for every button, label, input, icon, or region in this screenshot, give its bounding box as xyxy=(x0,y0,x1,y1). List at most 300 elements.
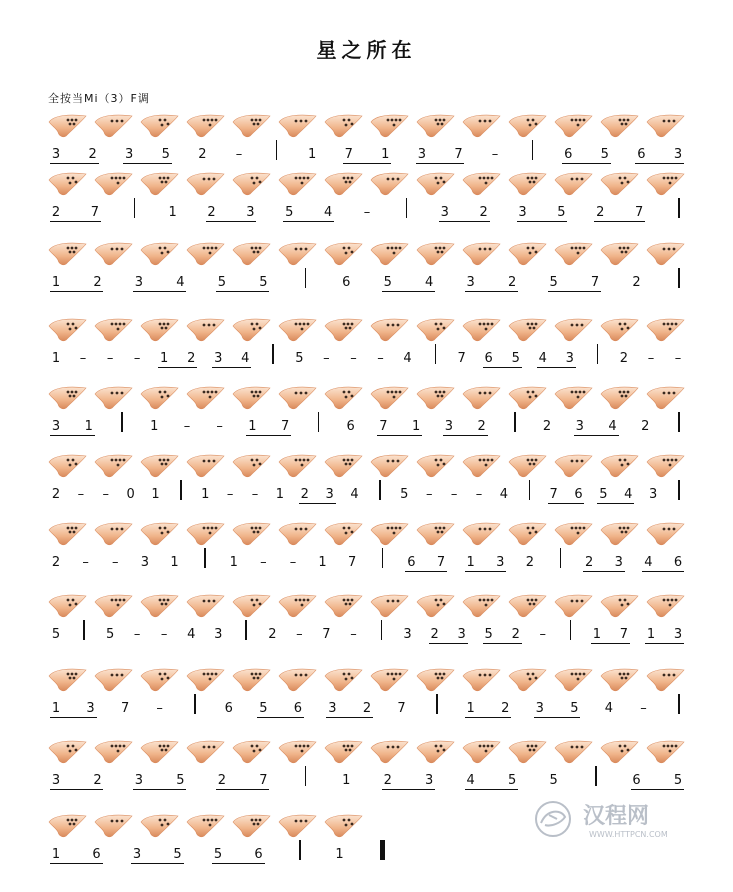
numbered-note: 5 xyxy=(217,275,226,290)
eighth-note-beam xyxy=(382,789,435,790)
ocarina-fingering-icon xyxy=(184,592,226,620)
eighth-note-beam xyxy=(123,163,172,164)
barline xyxy=(299,840,301,860)
numbered-note: 2 xyxy=(511,627,520,642)
ocarina-fingering-icon xyxy=(230,452,272,480)
eighth-note-beam xyxy=(212,367,251,368)
numbered-note: 2 xyxy=(268,627,277,642)
ocarina-fingering-icon xyxy=(322,112,364,140)
eighth-note-beam xyxy=(443,435,488,436)
barline xyxy=(406,198,408,218)
numbered-note: 5 xyxy=(549,773,558,788)
ocarina-fingering-icon xyxy=(506,666,548,694)
numbered-note: 1 xyxy=(51,847,61,862)
ocarina-fingering-icon xyxy=(92,592,134,620)
numbered-note: 1 xyxy=(168,205,177,220)
ocarina-fingering-icon xyxy=(46,812,88,840)
numbered-note: 5 xyxy=(600,147,609,162)
ocarina-fingering-icon xyxy=(552,666,594,694)
dash-sustain: – xyxy=(647,351,655,366)
ocarina-fingering-icon xyxy=(368,112,410,140)
dash-sustain: – xyxy=(251,487,259,502)
numbered-note: 6 xyxy=(564,147,573,162)
numbered-note: 4 xyxy=(644,555,653,570)
numbered-note: 2 xyxy=(542,419,552,434)
ocarina-fingering-icon xyxy=(598,592,640,620)
numbered-note: 3 xyxy=(535,701,544,716)
numbered-note: 7 xyxy=(634,205,644,220)
barline xyxy=(597,344,599,364)
eighth-note-beam xyxy=(534,717,581,718)
ocarina-fingering-icon xyxy=(552,520,594,548)
ocarina-fingering-icon xyxy=(506,738,548,766)
numbered-note: 5 xyxy=(599,487,608,502)
eighth-note-beam xyxy=(206,221,257,222)
ocarina-fingering-icon xyxy=(92,738,134,766)
ocarina-fingering-icon xyxy=(92,170,134,198)
numbered-note: 5 xyxy=(259,701,268,716)
numbered-note: 4 xyxy=(499,487,508,502)
page-title: 星之所在 xyxy=(316,38,417,62)
numbered-note: 2 xyxy=(430,627,439,642)
eighth-note-beam xyxy=(283,221,334,222)
numbered-note: 2 xyxy=(51,555,61,570)
numbered-note: 7 xyxy=(619,627,629,642)
barline xyxy=(678,480,680,500)
final-barline xyxy=(380,840,385,860)
ocarina-fingering-icon xyxy=(276,738,318,766)
eighth-note-beam xyxy=(645,643,684,644)
ocarina-fingering-icon xyxy=(322,520,364,548)
ocarina-fingering-icon xyxy=(184,384,226,412)
ocarina-fingering-icon xyxy=(460,520,502,548)
eighth-note-beam xyxy=(326,717,373,718)
dash-sustain: – xyxy=(106,351,114,366)
dash-sustain: – xyxy=(296,627,303,642)
numbered-note: 4 xyxy=(323,205,333,220)
dash-sustain: – xyxy=(183,419,191,434)
ocarina-fingering-icon xyxy=(322,812,364,840)
numbered-note: 2 xyxy=(198,147,207,162)
numbered-note: 4 xyxy=(624,487,633,502)
eighth-note-beam xyxy=(246,435,291,436)
dash-sustain: – xyxy=(133,351,141,366)
ocarina-fingering-icon xyxy=(184,170,226,198)
numbered-note: 1 xyxy=(275,487,285,502)
eighth-note-beam xyxy=(562,163,611,164)
eighth-note-beam xyxy=(548,291,601,292)
ocarina-fingering-icon xyxy=(184,316,226,344)
ocarina-fingering-icon xyxy=(138,384,180,412)
ocarina-fingering-icon xyxy=(598,112,640,140)
eighth-note-beam xyxy=(465,571,507,572)
ocarina-fingering-icon xyxy=(230,112,272,140)
eighth-note-beam xyxy=(50,863,103,864)
ocarina-fingering-icon xyxy=(460,384,502,412)
numbered-note: 1 xyxy=(170,555,179,570)
barline xyxy=(532,140,534,160)
numbered-note: 6 xyxy=(407,555,416,570)
numbered-note: 3 xyxy=(575,419,584,434)
numbered-note: 1 xyxy=(318,555,327,570)
numbered-note: 6 xyxy=(224,701,233,716)
numbered-note: 3 xyxy=(246,205,255,220)
numbered-note: 5 xyxy=(105,627,115,642)
numbered-note: 7 xyxy=(397,701,406,716)
dash-sustain: – xyxy=(640,701,647,716)
barline xyxy=(204,548,206,568)
ocarina-fingering-icon xyxy=(368,316,410,344)
ocarina-fingering-icon xyxy=(598,666,640,694)
numbered-note: 3 xyxy=(496,555,505,570)
eighth-note-beam xyxy=(158,367,197,368)
ocarina-fingering-icon xyxy=(644,738,686,766)
numbered-note: 4 xyxy=(241,351,250,366)
eighth-note-beam xyxy=(50,163,99,164)
barline xyxy=(678,412,680,432)
eighth-note-beam xyxy=(50,221,101,222)
numbered-note: 5 xyxy=(213,847,223,862)
numbered-note: 2 xyxy=(300,487,309,502)
dash-sustain: – xyxy=(475,487,483,502)
numbered-note: 2 xyxy=(51,487,61,502)
numbered-note: 6 xyxy=(92,847,101,862)
ocarina-fingering-icon xyxy=(552,384,594,412)
numbered-note: 3 xyxy=(214,627,223,642)
ocarina-fingering-icon xyxy=(644,112,686,140)
numbered-note: 2 xyxy=(93,275,102,290)
eighth-note-beam xyxy=(416,163,465,164)
numbered-note: 4 xyxy=(608,419,617,434)
ocarina-fingering-icon xyxy=(414,520,456,548)
numbered-note: 6 xyxy=(254,847,263,862)
dash-sustain: – xyxy=(111,555,119,570)
numbered-note: 5 xyxy=(173,847,182,862)
ocarina-fingering-icon xyxy=(368,592,410,620)
ocarina-fingering-icon xyxy=(552,452,594,480)
barline xyxy=(121,412,123,432)
eighth-note-beam xyxy=(50,435,95,436)
ocarina-fingering-icon xyxy=(506,170,548,198)
ocarina-fingering-icon xyxy=(598,316,640,344)
numbered-note: 5 xyxy=(176,773,185,788)
ocarina-fingering-icon xyxy=(276,592,318,620)
numbered-note: 1 xyxy=(335,847,344,862)
ocarina-fingering-icon xyxy=(46,452,88,480)
dash-sustain: – xyxy=(156,701,163,716)
barline xyxy=(318,412,320,432)
numbered-note: 4 xyxy=(403,351,412,366)
dash-sustain: – xyxy=(674,351,682,366)
ocarina-fingering-icon xyxy=(552,592,594,620)
ocarina-fingering-icon xyxy=(46,592,88,620)
ocarina-fingering-icon xyxy=(368,384,410,412)
numbered-note: 5 xyxy=(511,351,520,366)
dash-sustain: – xyxy=(363,205,371,220)
score-row xyxy=(0,240,733,320)
numbered-note: 3 xyxy=(518,205,527,220)
numbered-note: 6 xyxy=(342,275,351,290)
numbered-note: 5 xyxy=(557,205,566,220)
ocarina-fingering-icon xyxy=(644,452,686,480)
ocarina-fingering-icon xyxy=(230,316,272,344)
numbered-note: 1 xyxy=(248,419,257,434)
numbered-note: 0 xyxy=(126,487,135,502)
numbered-note: 3 xyxy=(51,419,61,434)
ocarina-fingering-icon xyxy=(460,240,502,268)
numbered-note: 1 xyxy=(160,351,169,366)
watermark-name: 汉程网 xyxy=(583,803,650,829)
numbered-note: 7 xyxy=(281,419,290,434)
ocarina-fingering-icon xyxy=(184,520,226,548)
eighth-note-beam xyxy=(429,643,468,644)
numbered-note: 2 xyxy=(479,205,488,220)
barline xyxy=(595,766,597,786)
eighth-note-beam xyxy=(548,503,585,504)
ocarina-fingering-icon xyxy=(506,452,548,480)
ocarina-fingering-icon xyxy=(322,452,364,480)
ocarina-fingering-icon xyxy=(276,452,318,480)
ocarina-fingering-icon xyxy=(368,738,410,766)
eighth-note-beam xyxy=(382,291,435,292)
numbered-note: 3 xyxy=(86,701,95,716)
ocarina-fingering-icon xyxy=(92,316,134,344)
dash-sustain: – xyxy=(79,351,87,366)
ocarina-fingering-icon xyxy=(322,666,364,694)
ocarina-fingering-icon xyxy=(92,384,134,412)
eighth-note-beam xyxy=(133,789,186,790)
ocarina-fingering-icon xyxy=(92,112,134,140)
numbered-note: 3 xyxy=(648,487,658,502)
numbered-note: 3 xyxy=(440,205,449,220)
ocarina-fingering-icon xyxy=(322,592,364,620)
numbered-note: 2 xyxy=(596,205,605,220)
numbered-note: 5 xyxy=(673,773,683,788)
numbered-note: 1 xyxy=(84,419,93,434)
ocarina-fingering-icon xyxy=(322,316,364,344)
ocarina-fingering-icon xyxy=(460,316,502,344)
numbered-note: 5 xyxy=(259,275,268,290)
eighth-note-beam xyxy=(465,789,518,790)
numbered-note: 2 xyxy=(507,275,517,290)
numbered-note: 4 xyxy=(538,351,547,366)
ocarina-fingering-icon xyxy=(138,592,180,620)
barline xyxy=(678,198,680,218)
eighth-note-beam xyxy=(537,367,576,368)
ocarina-fingering-icon xyxy=(552,316,594,344)
ocarina-fingering-icon xyxy=(46,240,88,268)
numbered-note: 5 xyxy=(161,147,170,162)
eighth-note-beam xyxy=(131,863,184,864)
numbered-note: 2 xyxy=(525,555,535,570)
numbered-note: 2 xyxy=(362,701,372,716)
ocarina-fingering-icon xyxy=(644,520,686,548)
barline xyxy=(276,140,278,160)
ocarina-fingering-icon xyxy=(322,738,364,766)
numbered-note: 4 xyxy=(425,275,434,290)
numbered-note: 1 xyxy=(201,487,210,502)
ocarina-fingering-icon xyxy=(230,666,272,694)
ocarina-fingering-icon xyxy=(92,812,134,840)
ocarina-fingering-icon xyxy=(92,240,134,268)
eighth-note-beam xyxy=(133,291,186,292)
ocarina-fingering-icon xyxy=(644,384,686,412)
eighth-note-beam xyxy=(439,221,490,222)
ocarina-fingering-icon xyxy=(506,112,548,140)
dash-sustain: – xyxy=(289,555,297,570)
ocarina-fingering-icon xyxy=(230,812,272,840)
numbered-note: 7 xyxy=(259,773,268,788)
ocarina-fingering-icon xyxy=(414,452,456,480)
numbered-note: 3 xyxy=(134,773,144,788)
ocarina-fingering-icon xyxy=(92,452,134,480)
numbered-note: 1 xyxy=(466,555,475,570)
numbered-note: 1 xyxy=(342,773,351,788)
eighth-note-beam xyxy=(517,221,568,222)
ocarina-fingering-icon xyxy=(184,112,226,140)
ocarina-fingering-icon xyxy=(276,666,318,694)
numbered-note: 3 xyxy=(51,773,61,788)
numbered-note: 6 xyxy=(632,773,641,788)
dash-sustain: – xyxy=(377,351,384,366)
ocarina-fingering-icon xyxy=(368,240,410,268)
eighth-note-beam xyxy=(50,789,103,790)
ocarina-fingering-icon xyxy=(46,520,88,548)
ocarina-fingering-icon xyxy=(46,738,88,766)
numbered-note: 3 xyxy=(444,419,453,434)
ocarina-fingering-icon xyxy=(414,170,456,198)
ocarina-fingering-icon xyxy=(414,666,456,694)
numbered-note: 1 xyxy=(381,147,390,162)
dash-sustain: – xyxy=(260,555,267,570)
numbered-note: 2 xyxy=(88,147,97,162)
numbered-note: 3 xyxy=(214,351,223,366)
ocarina-fingering-icon xyxy=(644,240,686,268)
numbered-note: 2 xyxy=(207,205,216,220)
dash-sustain: – xyxy=(77,487,85,502)
eighth-note-beam xyxy=(299,503,336,504)
numbered-note: 1 xyxy=(51,351,61,366)
numbered-note: 2 xyxy=(93,773,102,788)
eighth-note-beam xyxy=(50,717,97,718)
numbered-note: 3 xyxy=(325,487,334,502)
ocarina-fingering-icon xyxy=(368,452,410,480)
numbered-note: 6 xyxy=(484,351,493,366)
ocarina-fingering-icon xyxy=(46,170,88,198)
ocarina-fingering-icon xyxy=(230,170,272,198)
numbered-note: 1 xyxy=(411,419,421,434)
ocarina-fingering-icon xyxy=(276,316,318,344)
ocarina-fingering-icon xyxy=(230,738,272,766)
numbered-note: 3 xyxy=(425,773,434,788)
ocarina-fingering-icon xyxy=(92,666,134,694)
eighth-note-beam xyxy=(377,435,422,436)
numbered-note: 1 xyxy=(151,487,160,502)
numbered-note: 3 xyxy=(466,275,475,290)
numbered-note: 1 xyxy=(229,555,238,570)
barline xyxy=(194,694,196,714)
ocarina-fingering-icon xyxy=(552,170,594,198)
eighth-note-beam xyxy=(483,643,522,644)
numbered-note: 3 xyxy=(673,627,683,642)
ocarina-fingering-icon xyxy=(414,240,456,268)
barline xyxy=(245,620,247,640)
numbered-note: 2 xyxy=(383,773,392,788)
numbered-note: 6 xyxy=(574,487,583,502)
barline xyxy=(436,694,438,714)
numbered-note: 7 xyxy=(454,147,463,162)
ocarina-fingering-icon xyxy=(276,520,318,548)
numbered-note: 6 xyxy=(673,555,683,570)
ocarina-fingering-icon xyxy=(460,452,502,480)
ocarina-fingering-icon xyxy=(322,240,364,268)
ocarina-fingering-icon xyxy=(414,738,456,766)
barline xyxy=(305,766,307,786)
ocarina-fingering-icon xyxy=(230,592,272,620)
numbered-note: 5 xyxy=(570,701,579,716)
numbered-note: 2 xyxy=(217,773,226,788)
ocarina-fingering-icon xyxy=(138,452,180,480)
ocarina-fingering-icon xyxy=(276,240,318,268)
ocarina-fingering-icon xyxy=(322,170,364,198)
ocarina-fingering-icon xyxy=(276,170,318,198)
ocarina-fingering-icon xyxy=(460,112,502,140)
dash-sustain: – xyxy=(350,351,357,366)
numbered-note: 7 xyxy=(436,555,446,570)
watermark-logo xyxy=(531,797,711,841)
ocarina-fingering-icon xyxy=(46,666,88,694)
barline xyxy=(435,344,437,364)
ocarina-fingering-icon xyxy=(414,384,456,412)
eighth-note-beam xyxy=(594,221,645,222)
ocarina-fingering-icon xyxy=(598,452,640,480)
ocarina-fingering-icon xyxy=(460,738,502,766)
score-row xyxy=(0,592,733,672)
ocarina-fingering-icon xyxy=(368,170,410,198)
ocarina-fingering-icon xyxy=(506,240,548,268)
ocarina-fingering-icon xyxy=(644,316,686,344)
ocarina-fingering-icon xyxy=(276,112,318,140)
barline xyxy=(382,548,384,568)
numbered-note: 5 xyxy=(383,275,392,290)
numbered-note: 1 xyxy=(592,627,601,642)
ocarina-fingering-icon xyxy=(414,316,456,344)
dash-sustain: – xyxy=(216,419,223,434)
eighth-note-beam xyxy=(597,503,634,504)
ocarina-fingering-icon xyxy=(138,240,180,268)
numbered-note: 5 xyxy=(484,627,493,642)
ocarina-fingering-icon xyxy=(598,384,640,412)
barline xyxy=(570,620,572,640)
barline xyxy=(180,480,182,500)
numbered-note: 3 xyxy=(403,627,412,642)
ocarina-fingering-icon xyxy=(598,170,640,198)
barline xyxy=(134,198,136,218)
dash-sustain: – xyxy=(235,147,243,162)
numbered-note: 5 xyxy=(400,487,409,502)
ocarina-fingering-icon xyxy=(322,384,364,412)
numbered-note: 1 xyxy=(51,275,61,290)
ocarina-fingering-icon xyxy=(506,592,548,620)
numbered-note: 5 xyxy=(285,205,294,220)
numbered-note: 2 xyxy=(501,701,510,716)
ocarina-fingering-icon xyxy=(368,520,410,548)
ocarina-fingering-icon xyxy=(506,520,548,548)
ocarina-fingering-icon xyxy=(598,738,640,766)
numbered-note: 2 xyxy=(187,351,196,366)
numbered-note: 7 xyxy=(549,487,558,502)
numbered-note: 1 xyxy=(51,701,61,716)
